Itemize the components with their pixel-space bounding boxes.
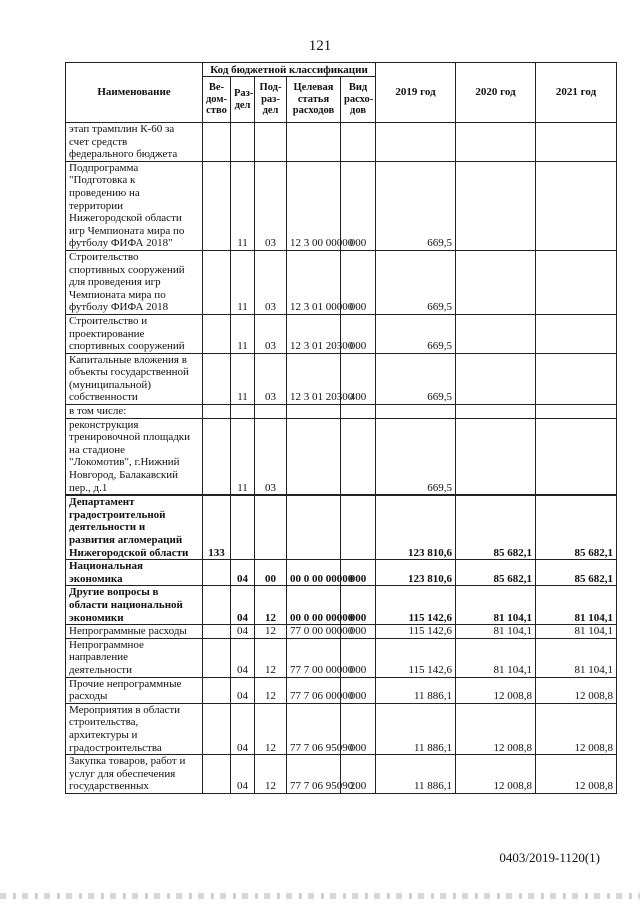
cell-name: Национальная экономика <box>66 560 203 586</box>
cell-vedomstvo <box>203 755 231 794</box>
cell-target: 77 0 00 00000 <box>287 625 341 639</box>
cell-podrazdel: 12 <box>255 638 287 677</box>
cell-target: 77 7 06 95090 <box>287 755 341 794</box>
cell-vid: 000 <box>341 161 376 250</box>
cell-razdel: 11 <box>231 353 255 404</box>
cell-name: этап трамплин К-60 за счет средств федерального бюджета <box>66 123 203 162</box>
cell-vid: 000 <box>341 586 376 625</box>
cell-2020 <box>456 250 536 314</box>
cell-target: 12 3 01 20300 <box>287 353 341 404</box>
header-2021: 2021 год <box>536 63 617 123</box>
cell-2020: 12 008,8 <box>456 755 536 794</box>
cell-name: Прочие непрограммные расходы <box>66 677 203 703</box>
cell-target: 77 7 00 00000 <box>287 638 341 677</box>
budget-table <box>65 62 617 794</box>
cell-2020: 12 008,8 <box>456 677 536 703</box>
cell-target <box>287 418 341 495</box>
cell-target <box>287 123 341 162</box>
cell-vid: 000 <box>341 625 376 639</box>
cell-2020: 85 682,1 <box>456 560 536 586</box>
cell-vid: 000 <box>341 314 376 353</box>
cell-podrazdel: 03 <box>255 314 287 353</box>
header-vid: Вид расхо- дов <box>341 77 376 123</box>
cell-2021 <box>536 418 617 495</box>
cell-2020: 81 104,1 <box>456 586 536 625</box>
cell-podrazdel: 12 <box>255 625 287 639</box>
cell-name: реконструкция тренировочной площадки на стадионе "Локомотив", г.Нижний Новгород, Балакавский пер., д.1 <box>66 418 203 495</box>
cell-target: 12 3 01 20300 <box>287 314 341 353</box>
table-row <box>66 703 617 754</box>
cell-target: 12 3 01 00000 <box>287 250 341 314</box>
cell-name: Закупка товаров, работ и услуг для обеспечения государственных <box>66 755 203 794</box>
cell-2020: 85 682,1 <box>456 496 536 560</box>
cell-target: 77 7 06 00000 <box>287 677 341 703</box>
cell-2021: 12 008,8 <box>536 703 617 754</box>
cell-vedomstvo <box>203 418 231 495</box>
cell-vedomstvo <box>203 586 231 625</box>
cell-2021 <box>536 405 617 419</box>
cell-razdel: 04 <box>231 677 255 703</box>
table-row <box>66 405 617 419</box>
table-row <box>66 638 617 677</box>
cell-2019: 669,5 <box>376 250 456 314</box>
cell-razdel: 11 <box>231 161 255 250</box>
cell-razdel: 04 <box>231 625 255 639</box>
cell-2019 <box>376 123 456 162</box>
cell-2021 <box>536 250 617 314</box>
cell-vedomstvo <box>203 638 231 677</box>
cell-podrazdel: 03 <box>255 418 287 495</box>
cell-podrazdel: 00 <box>255 560 287 586</box>
cell-podrazdel: 03 <box>255 250 287 314</box>
cell-vedomstvo <box>203 161 231 250</box>
cell-podrazdel: 12 <box>255 755 287 794</box>
cell-podrazdel <box>255 405 287 419</box>
cell-2021 <box>536 314 617 353</box>
cell-vedomstvo <box>203 123 231 162</box>
cell-name: Подпрограмма "Подготовка к проведению на территории Нижегородской области игр Чемпионата мира по футболу ФИФА 2018" <box>66 161 203 250</box>
cell-2021 <box>536 161 617 250</box>
cell-podrazdel: 12 <box>255 677 287 703</box>
cell-vid: 000 <box>341 638 376 677</box>
cell-razdel: 11 <box>231 418 255 495</box>
cell-name: Строительство и проектирование спортивных сооружений <box>66 314 203 353</box>
table-row <box>66 353 617 404</box>
cell-vid: 000 <box>341 677 376 703</box>
cell-2021: 85 682,1 <box>536 496 617 560</box>
cell-razdel: 04 <box>231 560 255 586</box>
cell-2020 <box>456 405 536 419</box>
header-row-1 <box>66 63 617 77</box>
cell-vid: 400 <box>341 353 376 404</box>
header-vedomstvo: Ве- дом- ство <box>203 77 231 123</box>
cell-razdel <box>231 496 255 560</box>
cell-2020: 81 104,1 <box>456 638 536 677</box>
cell-vedomstvo <box>203 405 231 419</box>
cell-name: Строительство спортивных сооружений для проведения игр Чемпионата мира по футболу ФИФА 2018 <box>66 250 203 314</box>
cell-razdel: 04 <box>231 638 255 677</box>
cell-2020 <box>456 418 536 495</box>
cell-2019: 11 886,1 <box>376 755 456 794</box>
cell-podrazdel: 12 <box>255 703 287 754</box>
page-number: 121 <box>308 38 332 54</box>
cell-2021: 12 008,8 <box>536 677 617 703</box>
header-2020: 2020 год <box>456 63 536 123</box>
cell-razdel: 04 <box>231 703 255 754</box>
cell-vid <box>341 418 376 495</box>
cell-razdel: 11 <box>231 314 255 353</box>
cell-vid <box>341 123 376 162</box>
cell-2019: 669,5 <box>376 314 456 353</box>
cell-podrazdel <box>255 123 287 162</box>
cell-vid <box>341 405 376 419</box>
table-row <box>66 677 617 703</box>
cell-2019: 669,5 <box>376 161 456 250</box>
cell-2019: 115 142,6 <box>376 638 456 677</box>
budget-table-body <box>66 123 617 794</box>
cell-name: Департамент градостроительной деятельности и развития агломераций Нижегородской области <box>66 496 203 560</box>
cell-razdel <box>231 405 255 419</box>
table-row <box>66 250 617 314</box>
table-row <box>66 161 617 250</box>
cell-2021: 12 008,8 <box>536 755 617 794</box>
header-name: Наименование <box>66 63 203 123</box>
cell-razdel: 04 <box>231 586 255 625</box>
cell-2020 <box>456 353 536 404</box>
header-code-group: Код бюджетной классификации <box>203 63 376 77</box>
cell-2020 <box>456 123 536 162</box>
cell-2019: 669,5 <box>376 418 456 495</box>
cell-vid: 000 <box>341 250 376 314</box>
header-2019: 2019 год <box>376 63 456 123</box>
cell-name: Другие вопросы в области национальной экономики <box>66 586 203 625</box>
cell-podrazdel: 12 <box>255 586 287 625</box>
cell-2019: 11 886,1 <box>376 677 456 703</box>
cell-2021: 81 104,1 <box>536 625 617 639</box>
cell-2019: 115 142,6 <box>376 586 456 625</box>
cell-razdel: 04 <box>231 755 255 794</box>
document-number: 0403/2019-1120(1) <box>499 850 600 865</box>
table-row <box>66 625 617 639</box>
cell-target <box>287 405 341 419</box>
cell-name: Непрограммные расходы <box>66 625 203 639</box>
cell-2021 <box>536 123 617 162</box>
cell-razdel <box>231 123 255 162</box>
cell-vid <box>341 496 376 560</box>
cell-podrazdel <box>255 496 287 560</box>
cell-target: 00 0 00 00000 <box>287 586 341 625</box>
cell-razdel: 11 <box>231 250 255 314</box>
cell-vedomstvo <box>203 250 231 314</box>
table-row <box>66 123 617 162</box>
table-row <box>66 755 617 794</box>
cell-2019: 123 810,6 <box>376 560 456 586</box>
table-row <box>66 560 617 586</box>
cell-2019 <box>376 405 456 419</box>
table-row <box>66 586 617 625</box>
cell-2020: 81 104,1 <box>456 625 536 639</box>
cell-name: Мероприятия в области строительства, архитектуры и градостроительства <box>66 703 203 754</box>
cell-2019: 11 886,1 <box>376 703 456 754</box>
cell-2020 <box>456 314 536 353</box>
cell-2019: 115 142,6 <box>376 625 456 639</box>
cell-2021: 81 104,1 <box>536 586 617 625</box>
cell-podrazdel: 03 <box>255 161 287 250</box>
cell-vedomstvo <box>203 703 231 754</box>
cell-name: Непрограммное направление деятельности <box>66 638 203 677</box>
header-razdel: Раз- дел <box>231 77 255 123</box>
cell-podrazdel: 03 <box>255 353 287 404</box>
cell-target: 12 3 00 00000 <box>287 161 341 250</box>
cell-2019: 669,5 <box>376 353 456 404</box>
cell-2020 <box>456 161 536 250</box>
cell-vid: 000 <box>341 703 376 754</box>
cell-2021 <box>536 353 617 404</box>
cell-name: в том числе: <box>66 405 203 419</box>
scan-artifact-strip <box>0 893 640 899</box>
cell-vedomstvo <box>203 677 231 703</box>
cell-2020: 12 008,8 <box>456 703 536 754</box>
header-target: Целевая статья расходов <box>287 77 341 123</box>
cell-vedomstvo <box>203 625 231 639</box>
cell-name: Капитальные вложения в объекты государственной (муниципальной) собственности <box>66 353 203 404</box>
cell-vedomstvo <box>203 560 231 586</box>
cell-2019: 123 810,6 <box>376 496 456 560</box>
cell-vedomstvo <box>203 314 231 353</box>
cell-2021: 85 682,1 <box>536 560 617 586</box>
table-row <box>66 314 617 353</box>
cell-target <box>287 496 341 560</box>
table-row <box>66 496 617 560</box>
cell-vid: 000 <box>341 560 376 586</box>
cell-vid: 200 <box>341 755 376 794</box>
table-row <box>66 418 617 495</box>
cell-2021: 81 104,1 <box>536 638 617 677</box>
cell-vedomstvo: 133 <box>203 496 231 560</box>
cell-target: 77 7 06 95090 <box>287 703 341 754</box>
cell-vedomstvo <box>203 353 231 404</box>
cell-target: 00 0 00 00000 <box>287 560 341 586</box>
header-podrazdel: Под- раз- дел <box>255 77 287 123</box>
